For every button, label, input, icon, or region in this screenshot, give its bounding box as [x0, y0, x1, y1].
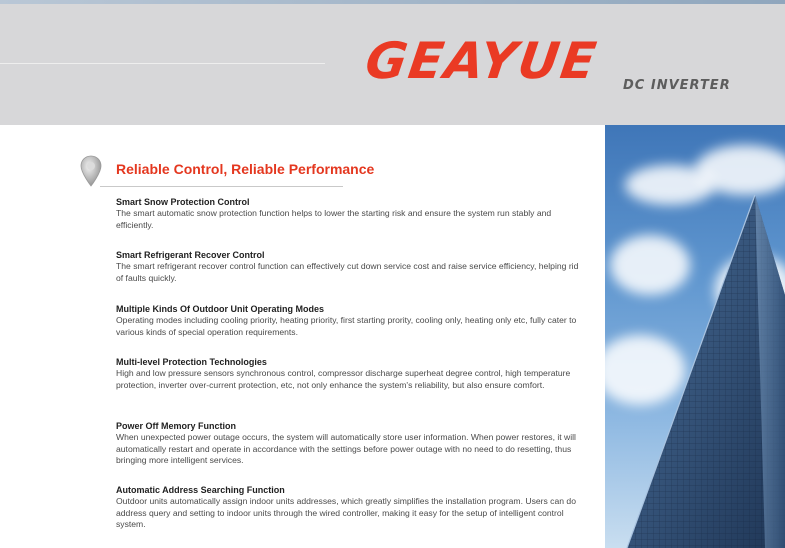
feature-description: Operating modes including cooling priority, heating priority, first starting prority, cooling only, heating only etc, fully cater to various kinds of special operation requirements.: [116, 315, 577, 337]
logo-subtitle: DC INVERTER: [623, 78, 731, 93]
feature-item-address-searching: [116, 485, 586, 531]
feature-item-snow-protection: [116, 197, 586, 231]
feature-item-multilevel-protection: [116, 357, 586, 391]
header-banner: [0, 4, 785, 125]
feature-title: Multi-level Protection Technologies: [116, 357, 267, 367]
brand-logo: [361, 32, 731, 94]
logo-wordmark: GEAYUE: [361, 32, 602, 90]
section-title-underline: [100, 186, 343, 187]
feature-title: Power Off Memory Function: [116, 421, 237, 431]
feature-description: The smart refrigerant recover control function can effectively cut down service cost and raise service efficiency, helping rid of faults quickly.: [116, 261, 579, 283]
section-title: Reliable Control, Reliable Performance: [116, 161, 375, 177]
feature-item-refrigerant-recover: [116, 250, 586, 284]
map-pin-icon: [80, 155, 102, 187]
feature-title: Smart Refrigerant Recover Control: [116, 250, 265, 260]
feature-item-power-off-memory: [116, 421, 586, 467]
building-photo: [605, 125, 785, 548]
header-divider: [0, 63, 325, 64]
feature-title: Automatic Address Searching Function: [116, 485, 285, 495]
feature-title: Smart Snow Protection Control: [116, 197, 250, 207]
glass-tower-graphic: [605, 125, 785, 548]
feature-title: Multiple Kinds Of Outdoor Unit Operating Modes: [116, 304, 324, 314]
feature-description: High and low pressure sensors synchronous control, compressor discharge superheat degree control, high temperature protection, inverter over-current protection, etc, not only enhance the system's reliability, but also ensure comfort.: [116, 368, 571, 390]
feature-description: Outdoor units automatically assign indoor units addresses, which greatly simplifies the installation program. Users can do address query and setting to indoor units through the wired controller, making it easy for the setup of intelligent control system.: [116, 496, 576, 529]
feature-description: The smart automatic snow protection function helps to lower the starting risk and ensure the system run stably and efficiently.: [116, 208, 552, 230]
feature-description: When unexpected power outage occurs, the system will automatically store user information. When power restores, it will automatically restart and operate in accordance with the settings before power outage with no need to do resetting, thus bringing more intelligent services.: [116, 432, 576, 465]
feature-item-operating-modes: [116, 304, 586, 338]
